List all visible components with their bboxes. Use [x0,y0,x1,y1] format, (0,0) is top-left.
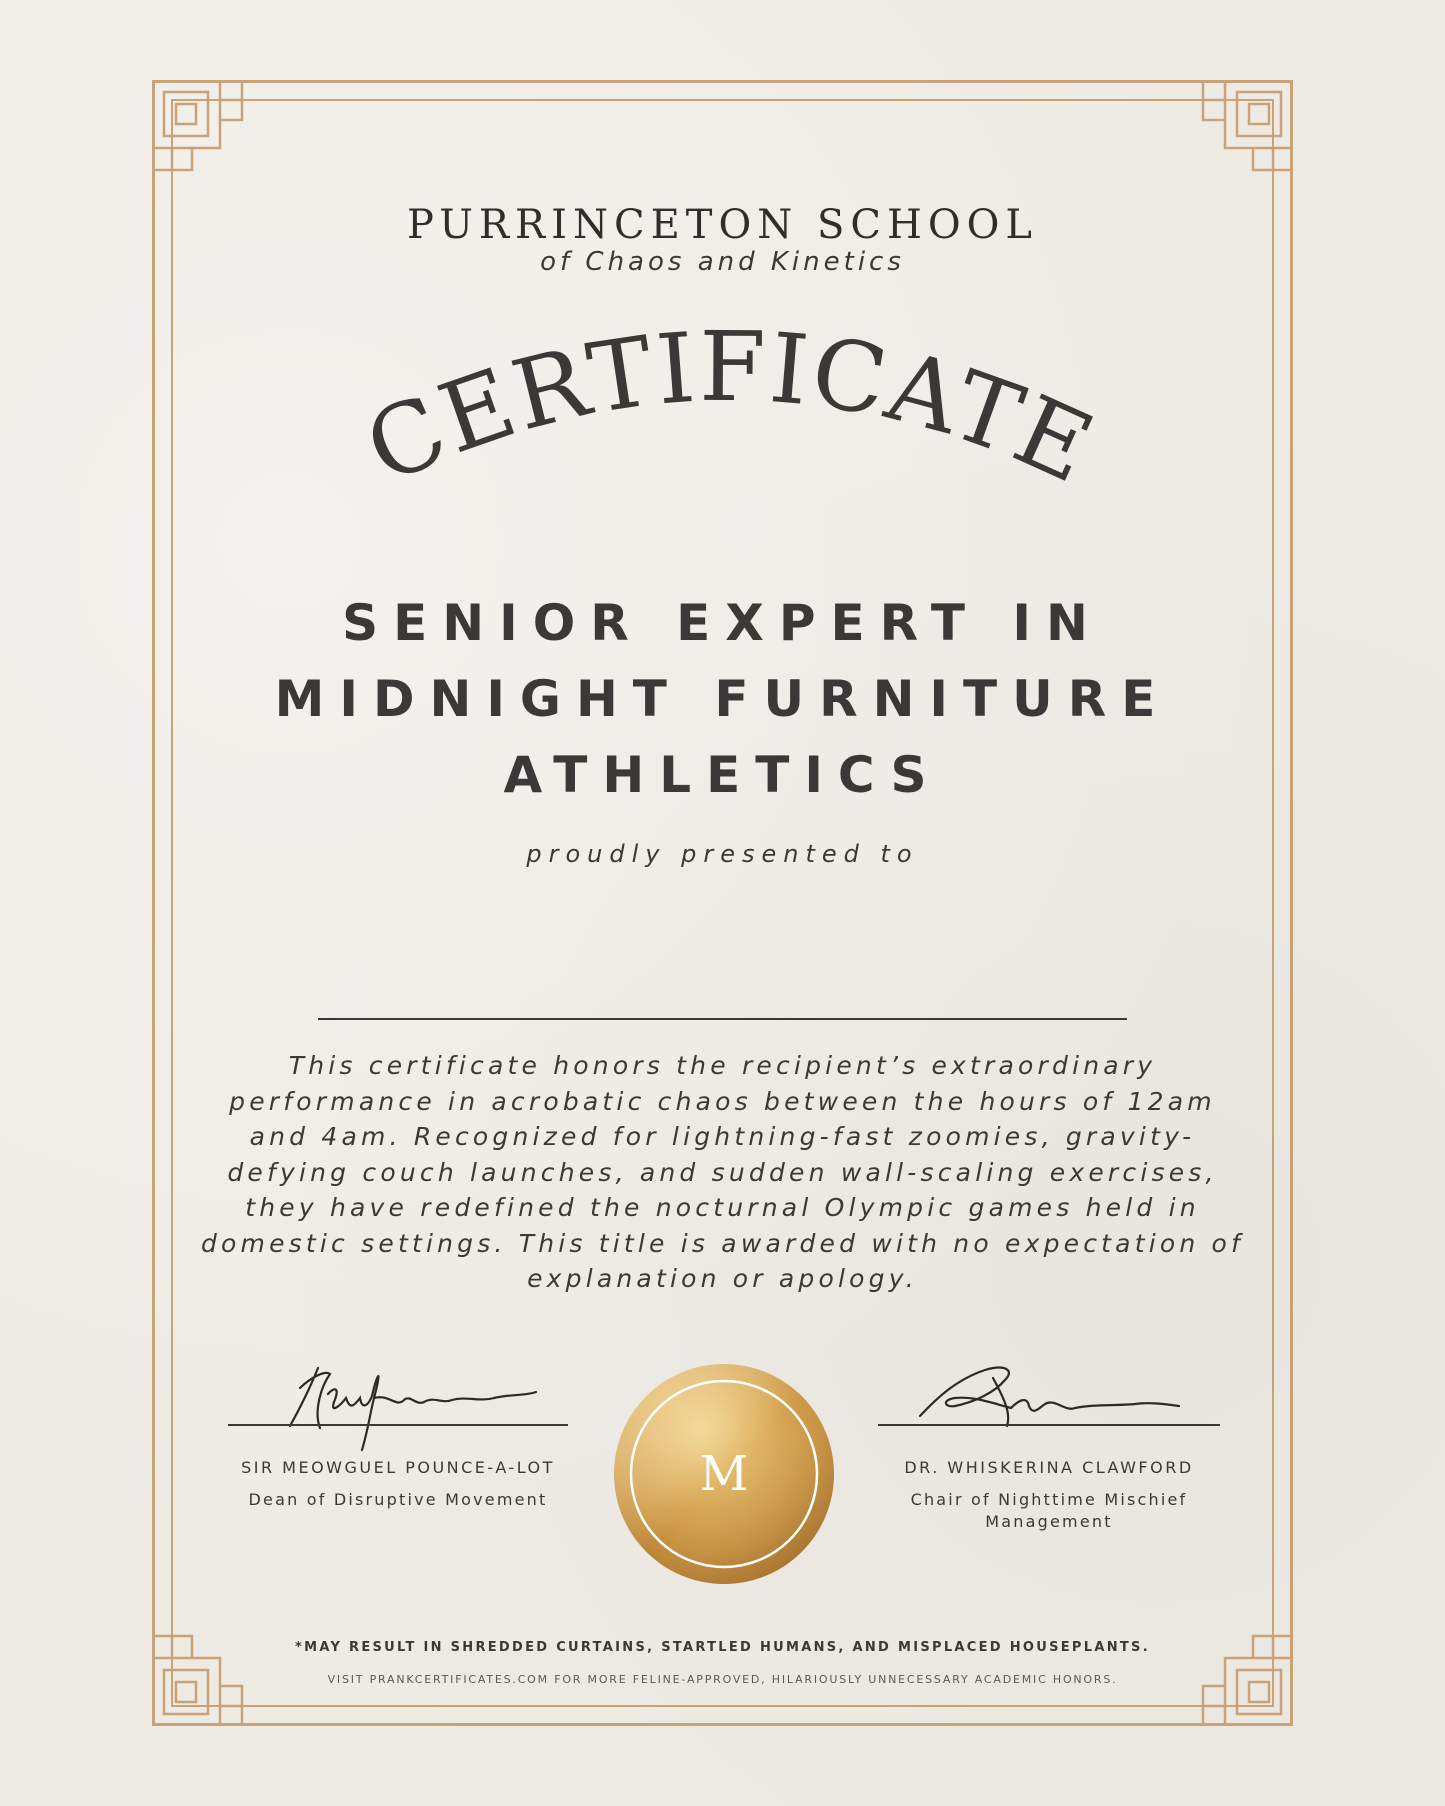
school-name: PURRINCETON SCHOOL [407,202,1038,248]
corner-ornament-top-right [1183,80,1293,190]
award-title-line-3: ATHLETICS [503,746,942,804]
footer-disclaimer: *MAY RESULT IN SHREDDED CURTAINS, STARTLED HUMANS, AND MISPLACED HOUSEPLANTS. [295,1640,1150,1655]
school-subtitle: of Chaos and Kinetics [540,247,905,277]
award-title-line-2: MIDNIGHT FURNITURE [274,670,1171,728]
corner-ornament-bottom-right [1183,1616,1293,1726]
presented-to-text: proudly presented to [526,840,919,868]
svg-text:CERTIFICATE [350,311,1110,506]
award-title-line-1: SENIOR EXPERT IN [342,594,1103,652]
certificate-body-text: This certificate honors the recipient’s extraordinary performance in acrobatic chaos between the hours of 12am and 4am. Recognized for lightning-fast zoomies, gravity-defying couch launches, and sudden wall-scaling exercises, they have redefined the nocturnal Olympic games held in domestic settings. This title is awarded with no expectation of explanation or apology. [200,1051,1245,1293]
corner-ornament-top-left [152,80,262,190]
signature-right [915,1360,1185,1430]
seal-monogram: M [699,1446,749,1502]
signer-role-right: Chair of Nighttime Mischief Management [910,1490,1188,1531]
signature-line-right [878,1424,1220,1426]
footer-visit-text: VISIT PRANKCERTIFICATES.COM FOR MORE FELINE-APPROVED, HILARIOUSLY UNNECESSARY ACADEMIC HONORS. [327,1673,1118,1686]
signature-left [270,1358,540,1454]
signature-line-left [228,1424,568,1426]
signer-role-left: Dean of Disruptive Movement [248,1490,548,1509]
recipient-name-line [318,1018,1127,1020]
signer-name-left: SIR MEOWGUEL POUNCE-A-LOT [241,1458,555,1477]
certificate-heading [250,300,1210,560]
award-title [0,585,1445,813]
signer-name-right: DR. WHISKERINA CLAWFORD [904,1458,1194,1477]
corner-ornament-bottom-left [152,1616,262,1726]
certificate-word: CERTIFICATE [349,310,1111,506]
gold-seal [612,1362,836,1586]
